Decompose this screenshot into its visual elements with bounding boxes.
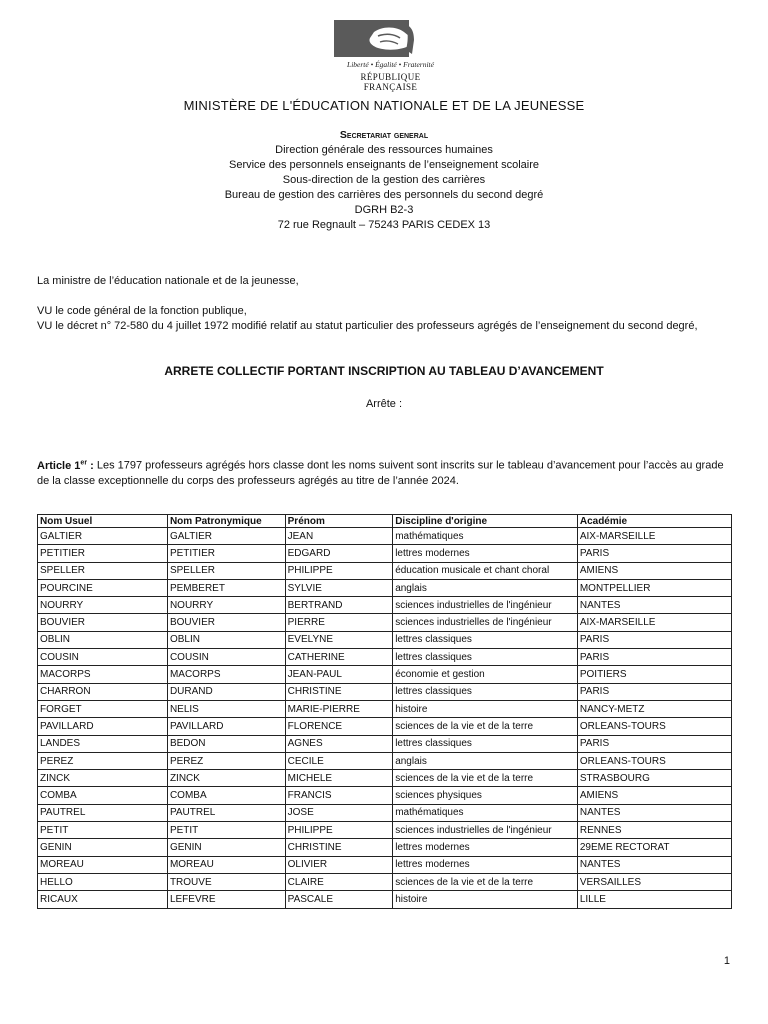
cell-academie: AIX-MARSEILLE (577, 614, 731, 631)
cell-nom-usuel: GENIN (38, 839, 168, 856)
table-row (38, 631, 732, 648)
cell-academie: ORLEANS-TOURS (577, 752, 731, 769)
cell-discipline: éducation musicale et chant choral (393, 562, 578, 579)
cell-discipline: sciences de la vie et de la terre (393, 770, 578, 787)
cell-academie: NANCY-METZ (577, 700, 731, 717)
table-row (38, 891, 732, 908)
cell-academie: VERSAILLES (577, 873, 731, 890)
cell-prenom: FLORENCE (285, 718, 393, 735)
header-academie: Académie (577, 515, 731, 528)
cell-prenom: PHILIPPE (285, 822, 393, 839)
cell-academie: 29EME RECTORAT (577, 839, 731, 856)
service-address: 72 rue Regnault – 75243 PARIS CEDEX 13 (277, 219, 491, 231)
logo-motto: Liberté • Égalité • Fraternité (347, 60, 434, 69)
cell-nom-usuel: OBLIN (38, 631, 168, 648)
cell-nom-patronymique: GALTIER (167, 528, 285, 545)
cell-nom-usuel: NOURRY (38, 597, 168, 614)
cell-nom-usuel: COUSIN (38, 649, 168, 666)
cell-prenom: BERTRAND (285, 597, 393, 614)
cell-nom-usuel: MOREAU (38, 856, 168, 873)
cell-academie: LILLE (577, 891, 731, 908)
header-prenom: Prénom (285, 515, 393, 528)
cell-discipline: anglais (393, 752, 578, 769)
table-row (38, 787, 732, 804)
cell-prenom: CHRISTINE (285, 683, 393, 700)
article-1 (37, 455, 737, 490)
cell-nom-patronymique: BOUVIER (167, 614, 285, 631)
cell-prenom: JEAN (285, 528, 393, 545)
cell-nom-usuel: PETITIER (38, 545, 168, 562)
cell-prenom: PIERRE (285, 614, 393, 631)
cell-academie: PARIS (577, 683, 731, 700)
table-row (38, 562, 732, 579)
cell-nom-patronymique: NELIS (167, 700, 285, 717)
marianne-logo (334, 20, 447, 92)
table-row (38, 579, 732, 596)
cell-academie: PARIS (577, 631, 731, 648)
cell-nom-patronymique: PEMBERET (167, 579, 285, 596)
cell-nom-patronymique: COUSIN (167, 649, 285, 666)
cell-nom-patronymique: TROUVE (167, 873, 285, 890)
table-row (38, 597, 732, 614)
table-row (38, 822, 732, 839)
cell-academie: STRASBOURG (577, 770, 731, 787)
table-row (38, 752, 732, 769)
page-number: 1 (723, 955, 730, 967)
cell-nom-patronymique: DURAND (167, 683, 285, 700)
cell-academie: NANTES (577, 804, 731, 821)
cell-prenom: EDGARD (285, 545, 393, 562)
table-row (38, 683, 732, 700)
logo-republic-name: RÉPUBLIQUE FRANÇAISE (360, 72, 421, 92)
cell-nom-patronymique: GENIN (167, 839, 285, 856)
service-line: DGRH B2-3 (354, 204, 414, 216)
cell-nom-usuel: SPELLER (38, 562, 168, 579)
cell-discipline: sciences industrielles de l'ingénieur (393, 822, 578, 839)
header-nom-patronymique: Nom Patronymique (167, 515, 285, 528)
cell-discipline: mathématiques (393, 804, 578, 821)
arrete-label: Arrête : (365, 398, 403, 410)
cell-discipline: économie et gestion (393, 666, 578, 683)
cell-academie: RENNES (577, 822, 731, 839)
cell-discipline: lettres modernes (393, 545, 578, 562)
vu-code-line: VU le code général de la fonction publique, (37, 305, 247, 317)
cell-discipline: sciences industrielles de l'ingénieur (393, 614, 578, 631)
cell-nom-usuel: HELLO (38, 873, 168, 890)
table-row (38, 856, 732, 873)
cell-academie: PARIS (577, 545, 731, 562)
cell-academie: PARIS (577, 735, 731, 752)
table-header-row (38, 515, 732, 528)
cell-nom-usuel: MACORPS (38, 666, 168, 683)
cell-academie: AIX-MARSEILLE (577, 528, 731, 545)
cell-prenom: MICHELE (285, 770, 393, 787)
article-text: Les 1797 professeurs agrégés hors classe dont les noms suivent sont inscrits sur le tableau d’avancement pour l’accès au grade de la classe exceptionnelle du corps des professeurs agrégés au titre de l’année 2024. (37, 459, 724, 488)
cell-nom-patronymique: NOURRY (167, 597, 285, 614)
cell-academie: PARIS (577, 649, 731, 666)
cell-nom-usuel: ZINCK (38, 770, 168, 787)
cell-nom-patronymique: ZINCK (167, 770, 285, 787)
service-line: Service des personnels enseignants de l’enseignement scolaire (228, 159, 540, 171)
cell-academie: NANTES (577, 856, 731, 873)
vu-decret-line: VU le décret n° 72-580 du 4 juillet 1972 modifié relatif au statut particulier des professeurs agrégés de l’enseignement du second degré, (37, 320, 698, 332)
service-line: Direction générale des ressources humaines (275, 144, 493, 156)
cell-nom-patronymique: OBLIN (167, 631, 285, 648)
cell-discipline: sciences de la vie et de la terre (393, 718, 578, 735)
service-line: Sous-direction de la gestion des carrières (282, 174, 486, 186)
cell-nom-usuel: RICAUX (38, 891, 168, 908)
cell-prenom: PHILIPPE (285, 562, 393, 579)
cell-discipline: sciences industrielles de l'ingénieur (393, 597, 578, 614)
table-row (38, 873, 732, 890)
cell-nom-patronymique: MACORPS (167, 666, 285, 683)
cell-discipline: lettres classiques (393, 735, 578, 752)
table-row (38, 700, 732, 717)
cell-prenom: CHRISTINE (285, 839, 393, 856)
cell-nom-patronymique: PETITIER (167, 545, 285, 562)
cell-nom-usuel: FORGET (38, 700, 168, 717)
cell-discipline: lettres modernes (393, 839, 578, 856)
cell-discipline: sciences physiques (393, 787, 578, 804)
cell-academie: MONTPELLIER (577, 579, 731, 596)
cell-prenom: CLAIRE (285, 873, 393, 890)
cell-discipline: lettres classiques (393, 631, 578, 648)
cell-nom-usuel: GALTIER (38, 528, 168, 545)
cell-nom-usuel: PETIT (38, 822, 168, 839)
article-label: Article 1er : (37, 459, 94, 472)
table-row (38, 614, 732, 631)
cell-nom-usuel: LANDES (38, 735, 168, 752)
table-row (38, 718, 732, 735)
cell-nom-patronymique: PAUTREL (167, 804, 285, 821)
cell-prenom: JEAN-PAUL (285, 666, 393, 683)
cell-academie: ORLEANS-TOURS (577, 718, 731, 735)
ministry-title: MINISTÈRE DE L'ÉDUCATION NATIONALE ET DE LA JEUNESSE (183, 98, 585, 113)
cell-nom-patronymique: BEDON (167, 735, 285, 752)
arrete-title: ARRETE COLLECTIF PORTANT INSCRIPTION AU TABLEAU D’AVANCEMENT (164, 364, 604, 378)
cell-prenom: AGNES (285, 735, 393, 752)
cell-nom-patronymique: PEREZ (167, 752, 285, 769)
cell-nom-patronymique: LEFEVRE (167, 891, 285, 908)
cell-prenom: MARIE-PIERRE (285, 700, 393, 717)
cell-discipline: histoire (393, 891, 578, 908)
cell-academie: POITIERS (577, 666, 731, 683)
table-row (38, 649, 732, 666)
cell-nom-usuel: PAUTREL (38, 804, 168, 821)
cell-nom-usuel: COMBA (38, 787, 168, 804)
header-discipline: Discipline d'origine (393, 515, 578, 528)
cell-academie: AMIENS (577, 562, 731, 579)
minister-line: La ministre de l’éducation nationale et de la jeunesse, (37, 275, 299, 287)
cell-prenom: SYLVIE (285, 579, 393, 596)
cell-discipline: mathématiques (393, 528, 578, 545)
cell-nom-patronymique: COMBA (167, 787, 285, 804)
table-row (38, 839, 732, 856)
cell-prenom: FRANCIS (285, 787, 393, 804)
cell-discipline: lettres modernes (393, 856, 578, 873)
advancement-table (37, 514, 732, 909)
cell-prenom: OLIVIER (285, 856, 393, 873)
cell-prenom: CATHERINE (285, 649, 393, 666)
cell-nom-usuel: POURCINE (38, 579, 168, 596)
cell-nom-patronymique: MOREAU (167, 856, 285, 873)
secretariat-label: Secretariat general (339, 129, 429, 141)
cell-discipline: histoire (393, 700, 578, 717)
table-row (38, 666, 732, 683)
cell-nom-usuel: PEREZ (38, 752, 168, 769)
cell-nom-patronymique: PETIT (167, 822, 285, 839)
cell-prenom: CECILE (285, 752, 393, 769)
cell-nom-usuel: CHARRON (38, 683, 168, 700)
table-row (38, 770, 732, 787)
cell-discipline: anglais (393, 579, 578, 596)
cell-discipline: sciences de la vie et de la terre (393, 873, 578, 890)
cell-prenom: EVELYNE (285, 631, 393, 648)
header-nom-usuel: Nom Usuel (38, 515, 168, 528)
cell-discipline: lettres classiques (393, 683, 578, 700)
cell-prenom: JOSE (285, 804, 393, 821)
table-row (38, 804, 732, 821)
cell-prenom: PASCALE (285, 891, 393, 908)
cell-nom-usuel: PAVILLARD (38, 718, 168, 735)
cell-nom-patronymique: PAVILLARD (167, 718, 285, 735)
cell-academie: NANTES (577, 597, 731, 614)
cell-academie: AMIENS (577, 787, 731, 804)
table-row (38, 735, 732, 752)
cell-nom-patronymique: SPELLER (167, 562, 285, 579)
marianne-emblem-icon (334, 20, 447, 57)
table-row (38, 545, 732, 562)
cell-discipline: lettres classiques (393, 649, 578, 666)
table-row (38, 528, 732, 545)
services-block (0, 128, 768, 233)
service-line: Bureau de gestion des carrières des personnels du second degré (224, 189, 544, 201)
cell-nom-usuel: BOUVIER (38, 614, 168, 631)
